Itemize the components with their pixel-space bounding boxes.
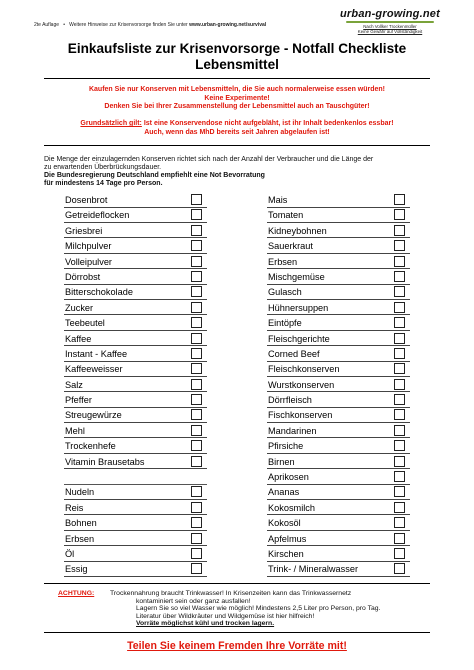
checklist-item-r12: [267, 378, 410, 393]
principle-block: [44, 120, 430, 137]
intro-line-4: für mindestens 14 Tage pro Person.: [44, 180, 163, 187]
checkbox[interactable]: [191, 517, 202, 528]
checkbox[interactable]: [191, 563, 202, 574]
share-warning: Teilen Sie keinem Fremden Ihre Vorräte mit!: [127, 640, 347, 652]
header-hint: 2te Auflage • Weitere Hinweise zur Krisenvorsorge finden Sie unter www.urban-growing.net/survival: [34, 22, 267, 28]
checklist-item-r3: [267, 239, 410, 254]
checklist-item-label: Mischgemüse: [268, 271, 325, 282]
checkbox[interactable]: [394, 256, 405, 267]
intro-line-3: Die Bundesregierung Deutschland empfiehlt eine Not Bevorratung: [44, 172, 265, 179]
checklist-item-label: Eintöpfe: [268, 318, 302, 329]
checklist-item-label: Mais: [268, 195, 288, 205]
title-line-1: Einkaufsliste zur Krisenvorsorge - Notfall Checkliste: [67, 41, 407, 56]
checklist-item-label: Essig: [65, 564, 88, 575]
section-divider: [44, 145, 430, 146]
checklist-item-l8: [64, 316, 207, 331]
checklist-item-r6: [267, 285, 410, 300]
checklist-item-label: Zucker: [65, 302, 94, 313]
checklist-item-l9: [64, 332, 207, 347]
write-line: [267, 391, 410, 392]
checklist-item-r14: [267, 408, 410, 423]
checklist-item-label: Griesbrei: [65, 225, 103, 236]
checkbox[interactable]: [191, 348, 202, 359]
write-line: [64, 284, 207, 285]
checklist-item-label: Bohnen: [65, 518, 97, 529]
logo-subline-2: Keine Gewähr auf Vollständigkeit: [357, 29, 423, 34]
checkbox[interactable]: [191, 256, 202, 267]
checkbox[interactable]: [191, 286, 202, 297]
write-line: [64, 530, 207, 531]
write-line: [64, 268, 207, 269]
checklist-item-l13: [64, 393, 207, 408]
checkbox[interactable]: [191, 379, 202, 390]
write-line: [64, 484, 207, 485]
checkbox[interactable]: [394, 517, 405, 528]
checkbox[interactable]: [191, 502, 202, 513]
checklist-item-l12: [64, 378, 207, 393]
write-line: [267, 253, 410, 254]
note-line-2: kontaminiert sein oder ganz ausfallen!: [136, 597, 251, 605]
checkbox[interactable]: [394, 486, 405, 497]
checklist-item-label: Wurstkonserven: [268, 379, 335, 390]
checklist-left-column: [64, 193, 207, 578]
checkbox[interactable]: [394, 363, 405, 374]
intro-line-2: zu erwartenden Überbrückungsdauer.: [44, 164, 162, 171]
checklist-item-label: Kidneybohnen: [268, 225, 327, 236]
checklist-item-label: Streugewürze: [65, 410, 122, 421]
checkbox[interactable]: [394, 409, 405, 420]
checklist-item-label: Pfirsiche: [268, 441, 304, 452]
checkbox[interactable]: [394, 563, 405, 574]
write-line: [267, 499, 410, 500]
write-line: [64, 514, 207, 515]
checklist-item-l17: [64, 455, 207, 470]
checklist-item-label: Bitterschokolade: [65, 287, 133, 298]
checklist-item-r0: [267, 193, 410, 208]
intro-line-1: Die Menge der einzulagernden Konserven richtet sich nach der Anzahl der Verbraucher und die Länge der: [44, 156, 374, 163]
checklist-item-l5: [64, 270, 207, 285]
checklist-item-r13: [267, 393, 410, 408]
checklist-item-label: Salz: [65, 379, 83, 390]
checklist-item-label: Sauerkraut: [268, 241, 313, 252]
checklist-item-l1: [64, 208, 207, 223]
checklist-item-r4: [267, 255, 410, 270]
write-line: [267, 345, 410, 346]
checklist-item-label: Getreideflocken: [65, 210, 130, 221]
checklist-item-label: Volleipulver: [65, 256, 112, 267]
checkbox[interactable]: [394, 333, 405, 344]
checklist-item-label: Hühnersuppen: [268, 302, 329, 313]
checkbox[interactable]: [394, 302, 405, 313]
write-line: [267, 545, 410, 546]
principle-line-2: Auch, wenn das MhD bereits seit Jahren abgelaufen ist!: [144, 128, 330, 136]
checkbox[interactable]: [394, 348, 405, 359]
checklist-item-label: Kokosmilch: [268, 502, 315, 513]
checkbox[interactable]: [394, 533, 405, 544]
checklist-item-label: Milchpulver: [65, 241, 112, 252]
checklist-item-l6: [64, 285, 207, 300]
checkbox[interactable]: [191, 271, 202, 282]
checklist-item-l3: [64, 239, 207, 254]
checklist-item-lb0: [64, 485, 207, 500]
list-divider: [44, 583, 430, 584]
checkbox[interactable]: [394, 456, 405, 467]
warning-line-2: Keine Experimente!: [204, 94, 270, 102]
checkbox[interactable]: [191, 363, 202, 374]
note-line-5: Vorräte möglichst kühl und trocken lagern.: [136, 620, 275, 628]
write-line: [64, 561, 207, 562]
checkbox[interactable]: [394, 548, 405, 559]
checklist-item-r18: [267, 470, 410, 485]
checklist-item-l4: [64, 255, 207, 270]
checklist-item-label: Öl: [65, 548, 75, 559]
checklist-item-label: Erbsen: [65, 533, 95, 544]
checkbox[interactable]: [191, 440, 202, 451]
note-label: ACHTUNG:: [58, 590, 95, 597]
write-line: [64, 345, 207, 346]
checkbox[interactable]: [394, 502, 405, 513]
write-line: [267, 222, 410, 223]
checklist-item-label: Reis: [65, 502, 84, 513]
principle-label: Grundsätzlich gilt:: [80, 120, 142, 127]
write-line: [267, 314, 410, 315]
footer-divider: [44, 632, 430, 633]
checklist-item-l14: [64, 408, 207, 423]
write-line: [267, 561, 410, 562]
checklist-item-label: Erbsen: [268, 256, 298, 267]
checklist-item-label: Dosenbrot: [65, 195, 108, 205]
title-divider: [44, 78, 430, 79]
write-line: [64, 422, 207, 423]
checklist-right-column: [267, 193, 410, 578]
checkbox[interactable]: [191, 409, 202, 420]
checklist-item-label: Kaffeeweisser: [65, 364, 123, 375]
checklist-item-label: Aprikosen: [268, 472, 309, 483]
checkbox[interactable]: [191, 486, 202, 497]
checklist-item-l11: [64, 362, 207, 377]
write-line: [267, 453, 410, 454]
write-line: [267, 530, 410, 531]
checklist-item-lb1: [64, 501, 207, 516]
write-line: [267, 330, 410, 331]
write-line: [267, 576, 410, 577]
checkbox[interactable]: [191, 425, 202, 436]
checklist-item-label: Ananas: [268, 487, 300, 498]
checkbox[interactable]: [191, 456, 202, 467]
write-line: [267, 422, 410, 423]
warning-line-1: Kaufen Sie nur Konserven mit Lebensmitteln, die Sie auch normalerweise essen würden!: [88, 86, 386, 93]
checklist-item-l7: [64, 301, 207, 316]
write-line: [64, 237, 207, 238]
hint-text: Weitere Hinweise zur Krisenvorsorge finden Sie unter: [69, 22, 188, 28]
checklist-item-r10: [267, 347, 410, 362]
edition-label: 2te Auflage: [34, 22, 60, 28]
checklist-item-l10: [64, 347, 207, 362]
checkbox[interactable]: [191, 394, 202, 405]
checklist-item-r22: [267, 532, 410, 547]
checklist-item-label: Teebeutel: [65, 318, 105, 329]
write-line: [64, 499, 207, 500]
checklist-item-r19: [267, 485, 410, 500]
checklist-item-label: Corned Beef: [268, 348, 320, 359]
hint-url[interactable]: www.urban-growing.net/survival: [189, 22, 267, 28]
checklist-item-lb3: [64, 532, 207, 547]
checklist-item-l2: [64, 224, 207, 239]
checklist-item-label: Kaffee: [65, 333, 92, 344]
write-line: [267, 361, 410, 362]
checklist-item-label: Apfelmus: [268, 533, 307, 544]
write-line: [267, 237, 410, 238]
write-line: [267, 437, 410, 438]
checkbox[interactable]: [394, 425, 405, 436]
checkbox[interactable]: [394, 394, 405, 405]
checklist-item-label: Kokosöl: [268, 518, 301, 529]
checkbox[interactable]: [191, 225, 202, 236]
write-line: [64, 222, 207, 223]
checklist-item-r11: [267, 362, 410, 377]
checklist-item-label: Fischkonserven: [268, 410, 333, 421]
note-line-3: Lagern Sie so viel Wasser wie möglich! Mindestens 2,5 Liter pro Person, pro Tag.: [136, 605, 381, 613]
checkbox[interactable]: [191, 194, 202, 205]
brand-logo: [340, 8, 440, 34]
checklist-item-label: Trink- / Mineralwasser: [268, 564, 359, 575]
write-line: [64, 437, 207, 438]
checklist-item-r8: [267, 316, 410, 331]
checklist-item-label: Trockenhefe: [65, 441, 116, 452]
checklist-item-r2: [267, 224, 410, 239]
checkbox[interactable]: [394, 471, 405, 482]
checkbox[interactable]: [191, 333, 202, 344]
logo-name: urban-growing.net: [340, 8, 440, 20]
checklist-item-r15: [267, 424, 410, 439]
checklist-item-label: Mehl: [65, 425, 85, 436]
logo-subline-1: Nach Vollker Trockenmüller: [363, 24, 417, 29]
checkbox[interactable]: [394, 379, 405, 390]
warning-block: [44, 86, 430, 112]
checklist-item-label: Fleischgerichte: [268, 333, 330, 344]
checklist-item-label: Tomaten: [268, 210, 304, 221]
checkbox[interactable]: [394, 209, 405, 220]
write-line: [64, 314, 207, 315]
checklist-item-l16: [64, 439, 207, 454]
checklist-item-label: Kirschen: [268, 548, 304, 559]
checklist-item-label: Mandarinen: [268, 425, 317, 436]
write-line: [64, 407, 207, 408]
checklist-item-label: Fleischkonserven: [268, 364, 340, 375]
write-line: [267, 299, 410, 300]
write-line: [64, 453, 207, 454]
checkbox[interactable]: [191, 548, 202, 559]
checklist-item-r23: [267, 547, 410, 562]
write-line: [267, 284, 410, 285]
checklist-item-label: Gulasch: [268, 287, 302, 298]
checkbox[interactable]: [394, 225, 405, 236]
checklist-item-label: Dörrfleisch: [268, 395, 312, 406]
note-line-4: Literatur über Wildkräuter und Wildgemüse ist hier hilfreich!: [136, 612, 315, 620]
checklist-item-r24: [267, 562, 410, 577]
checklist-item-lb5: [64, 562, 207, 577]
warning-line-3: Denken Sie bei Ihrer Zusammenstellung der Lebensmittel auch an Tauschgüter!: [104, 103, 370, 111]
write-line: [64, 376, 207, 377]
checkbox[interactable]: [394, 194, 405, 205]
write-line: [267, 376, 410, 377]
checkbox[interactable]: [191, 533, 202, 544]
checklist-item-r5: [267, 270, 410, 285]
checklist-item-lb2: [64, 516, 207, 531]
write-line: [267, 207, 410, 208]
write-line: [267, 268, 410, 269]
checkbox[interactable]: [191, 209, 202, 220]
write-line: [64, 330, 207, 331]
checklist-item-label: Pfeffer: [65, 395, 92, 406]
write-line: [267, 407, 410, 408]
checklist-item-blank: [64, 470, 207, 485]
write-line: [267, 484, 410, 485]
checklist-item-r1: [267, 208, 410, 223]
checklist-item-r9: [267, 332, 410, 347]
note-line-1: Trockennahrung braucht Trinkwasser! In Krisenzeiten kann das Trinkwassernetz: [110, 590, 352, 597]
checkbox[interactable]: [394, 317, 405, 328]
principle-line-1: Ist eine Konservendose nicht aufgebläht, ist ihr Inhalt bedenkenlos essbar!: [143, 120, 394, 127]
checkbox[interactable]: [394, 271, 405, 282]
write-line: [267, 514, 410, 515]
write-line: [64, 299, 207, 300]
checklist-item-label: Birnen: [268, 456, 295, 467]
checkbox[interactable]: [191, 317, 202, 328]
checkbox[interactable]: [191, 240, 202, 251]
checklist-item-label: Nudeln: [65, 487, 95, 498]
checklist-item-r16: [267, 439, 410, 454]
checklist-item-label: Instant - Kaffee: [65, 348, 128, 359]
checklist-item-l0: [64, 193, 207, 208]
write-line: [64, 207, 207, 208]
intro-text: [44, 156, 436, 188]
checkbox[interactable]: [394, 286, 405, 297]
write-line: [64, 468, 207, 469]
checklist-item-r20: [267, 501, 410, 516]
checklist-item-label: Vitamin Brausetabs: [65, 456, 145, 467]
logo-underline: [346, 21, 434, 23]
page-title: [20, 41, 454, 73]
checklist-item-r7: [267, 301, 410, 316]
write-line: [64, 576, 207, 577]
title-line-2: Lebensmittel: [195, 57, 279, 72]
checklist-item-l15: [64, 424, 207, 439]
checklist-item-r21: [267, 516, 410, 531]
write-line: [64, 545, 207, 546]
checklist-item-label: Dörrobst: [65, 271, 101, 282]
write-line: [267, 468, 410, 469]
write-line: [64, 361, 207, 362]
checkbox[interactable]: [394, 240, 405, 251]
checklist-item-r17: [267, 455, 410, 470]
checklist-item-lb4: [64, 547, 207, 562]
checkbox[interactable]: [394, 440, 405, 451]
write-line: [64, 391, 207, 392]
checkbox[interactable]: [191, 302, 202, 313]
write-line: [64, 253, 207, 254]
